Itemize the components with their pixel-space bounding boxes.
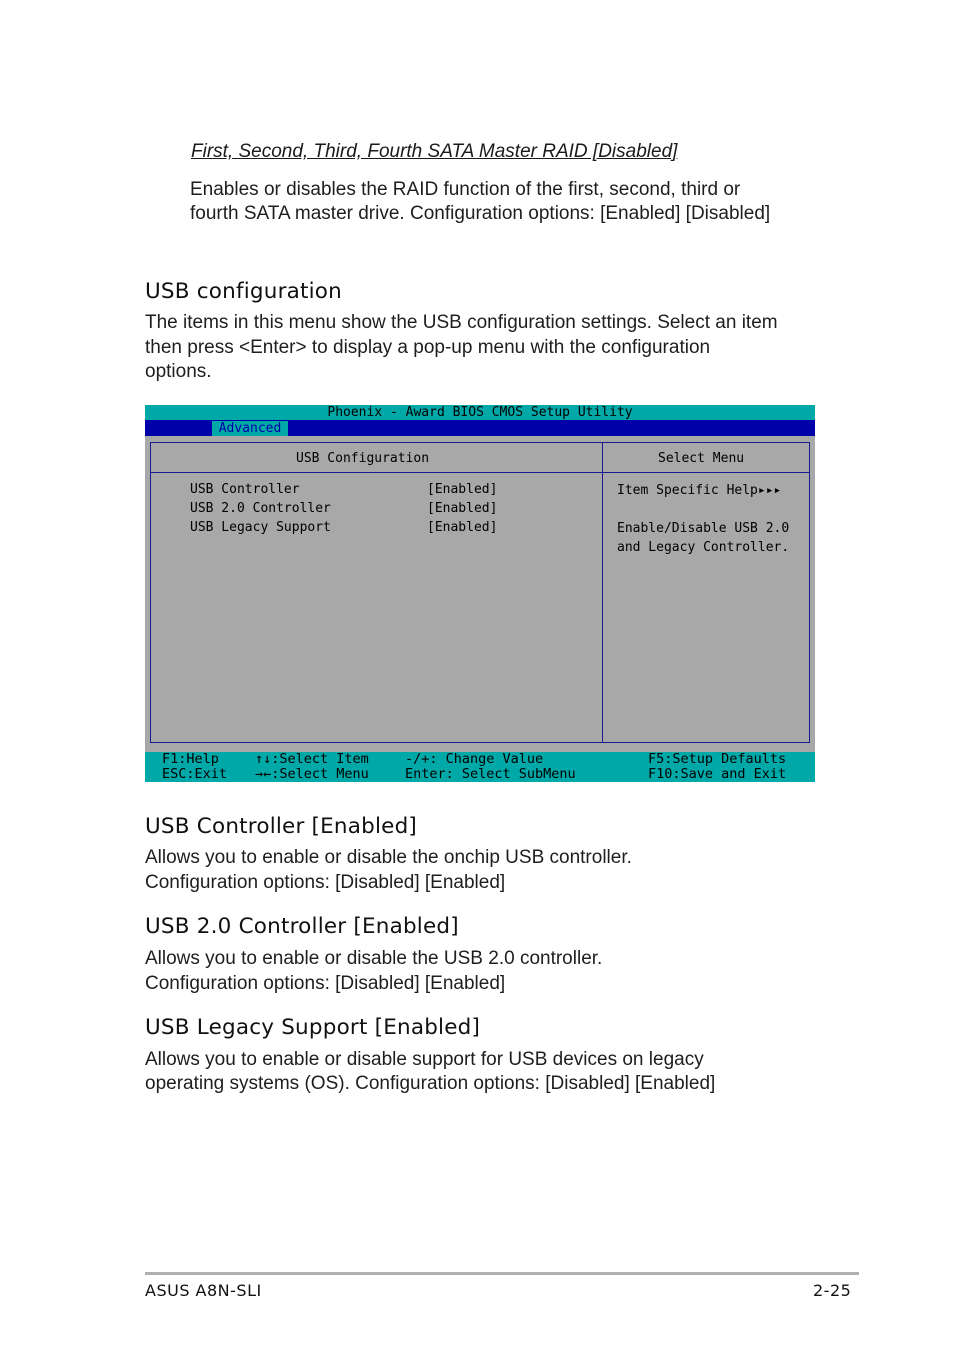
raid-option-heading: First, Second, Third, Fourth SATA Master RAID [Disabled] [191,141,678,162]
footer-product-name: ASUS A8N-SLI [145,1281,262,1300]
bios-item-usb20-controller[interactable]: USB 2.0 Controller [190,501,331,516]
bios-help-heading-text: Item Specific Help [617,483,758,498]
bios-panel-divider [602,442,603,743]
bios-help-line2: and Legacy Controller. [617,540,790,555]
bios-footer-select-item: ↑↓:Select Item [255,751,369,767]
bios-tab-advanced[interactable]: Advanced [212,421,288,436]
usb-config-text-line1: The items in this menu show the USB configuration settings. Select an item [145,312,778,333]
usb20-controller-text-line2: Configuration options: [Disabled] [Enabled] [145,973,506,994]
bios-help-title: Select Menu [658,451,745,466]
usb-legacy-heading: USB Legacy Support [Enabled] [145,1015,481,1040]
bios-footer-select-menu: →←:Select Menu [255,766,369,782]
bios-help-heading [617,483,781,498]
usb-config-text-line3: options. [145,361,212,382]
bios-footer-f10: F10:Save and Exit [648,766,787,782]
bios-panel-title: USB Configuration [296,451,430,466]
bios-item-usb-controller-value[interactable]: [Enabled] [427,482,498,497]
usb-legacy-text-line1: Allows you to enable or disable support for USB devices on legacy [145,1049,704,1070]
footer-rule [145,1272,859,1275]
bios-title-bar: Phoenix - Award BIOS CMOS Setup Utility [145,405,815,420]
usb-legacy-text-line2: operating systems (OS). Configuration options: [Disabled] [Enabled] [145,1073,716,1094]
bios-item-usb20-controller-value[interactable]: [Enabled] [427,501,498,516]
bios-item-usb-legacy[interactable]: USB Legacy Support [190,520,331,535]
bios-footer-enter: Enter: Select SubMenu [405,766,576,782]
bios-item-usb-legacy-value[interactable]: [Enabled] [427,520,498,535]
usb-controller-text-line1: Allows you to enable or disable the onchip USB controller. [145,847,632,868]
footer-page-number: 2-25 [813,1281,852,1300]
usb-config-text-line2: then press <Enter> to display a pop-up menu with the configuration [145,337,711,358]
bios-help-line1: Enable/Disable USB 2.0 [617,521,790,536]
bios-footer-f1: F1:Help [162,751,219,767]
bios-item-usb-controller[interactable]: USB Controller [190,482,300,497]
raid-description-line2: fourth SATA master drive. Configuration options: [Enabled] [Disabled] [190,203,771,224]
bios-header-divider [150,472,810,473]
usb20-controller-heading: USB 2.0 Controller [Enabled] [145,914,459,939]
raid-description-line1: Enables or disables the RAID function of the first, second, third or [190,179,741,200]
bios-footer [145,752,815,782]
usb-configuration-heading: USB configuration [145,279,342,304]
help-arrows-icon: ▸▸▸ [757,483,782,498]
usb-controller-heading: USB Controller [Enabled] [145,814,418,839]
usb-controller-text-line2: Configuration options: [Disabled] [Enabled] [145,872,506,893]
usb20-controller-text-line1: Allows you to enable or disable the USB 2.0 controller. [145,948,603,969]
bios-footer-esc: ESC:Exit [162,766,228,782]
bios-footer-f5: F5:Setup Defaults [648,751,787,767]
bios-screen [145,405,815,782]
bios-footer-change-value: -/+: Change Value [405,751,544,767]
